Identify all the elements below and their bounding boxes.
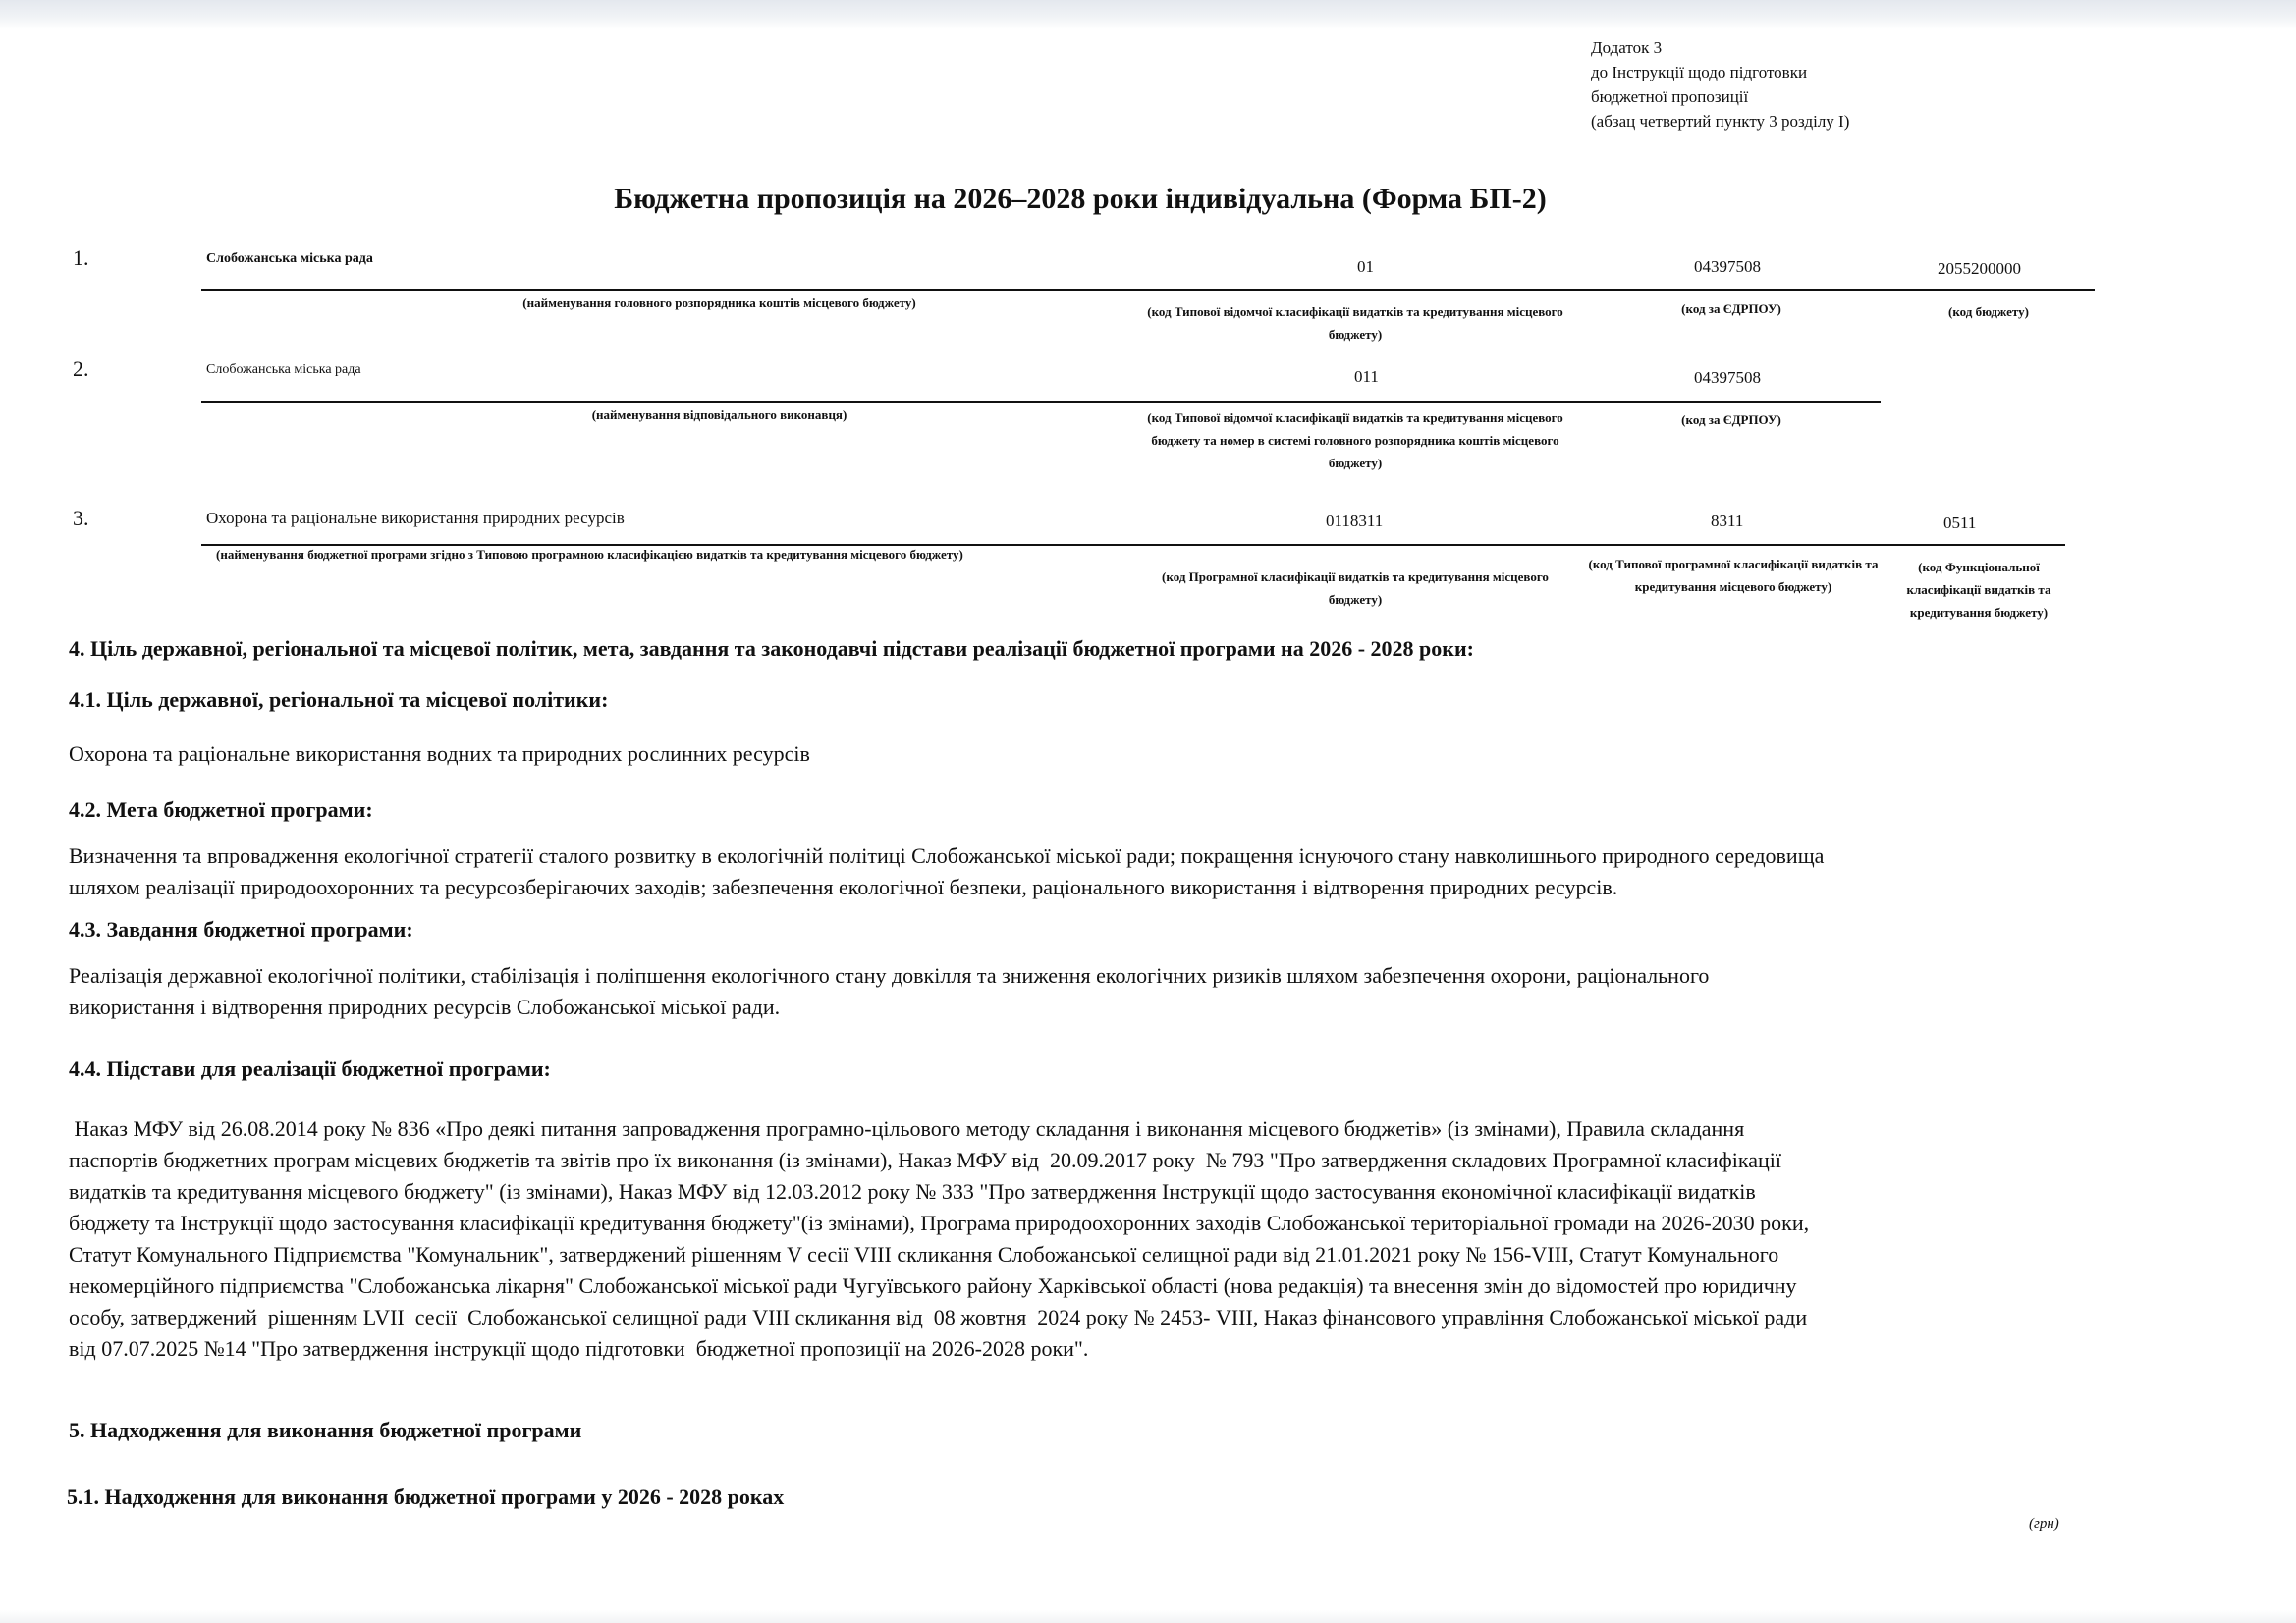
text-line: від 07.07.2025 №14 "Про затвердження інструкції щодо підготовки бюджетної пропозиції на 2026-2028 роки". bbox=[69, 1336, 1089, 1361]
section43-heading: 4.3. Завдання бюджетної програми: bbox=[69, 917, 413, 942]
text-line: Статут Комунального Підприємства "Комунальник", затверджений рішенням V сесії VIII скликання Слобожанської селищної ради від 21.01.2021 року № 156-VIII, Статут Комунального bbox=[69, 1242, 1779, 1267]
section41-heading: 4.1. Ціль державної, регіональної та місцевої політики: bbox=[69, 687, 609, 712]
text-line: використання і відтворення природних ресурсів Слобожанської міської ради. bbox=[69, 995, 781, 1019]
text-line: шляхом реалізації природоохоронних та ресурсозберігаючих заходів; забезпечення екологічної безпеки, раціонального використання і відтворення природних ресурсів. bbox=[69, 875, 1618, 899]
section44-heading: 4.4. Підстави для реалізації бюджетної програми: bbox=[69, 1056, 551, 1081]
text-line: Реалізація державної екологічної політики, стабілізація і поліпшення екологічного стану довкілля та зниження екологічних ризиків шляхом забезпечення охорони, раціонального bbox=[69, 963, 1710, 988]
row3-caption-pk: (код Програмної класифікації видатків та кредитування місцевого бюджету) bbox=[1162, 569, 1549, 607]
row1-budget-code: 2055200000 bbox=[1938, 259, 2021, 278]
section5-heading: 5. Надходження для виконання бюджетної програми bbox=[69, 1418, 582, 1442]
document-title: Бюджетна пропозиція на 2026–2028 роки індивідуальна (Форма БП-2) bbox=[614, 183, 1547, 215]
row1-underline bbox=[201, 289, 2095, 291]
row2-edrpou: 04397508 bbox=[1694, 368, 1761, 387]
text-line: бюджету та Інструкції щодо застосування класифікації кредитування бюджету"(із змінами), Програма природоохоронних заходів Слобожанської територіальної громади на 2026-2030 роки, bbox=[69, 1211, 1810, 1235]
text-line: некомерційного підприємства "Слобожанська лікарня" Слобожанської міської ради Чугуївського району Харківської області (нова редакція) та внесення змін до відомостей про юридичну bbox=[69, 1273, 1797, 1298]
row2-caption-vk: (код Типової відомчої класифікації видатків та кредитування місцевого бюджету та номер в системі головного розпорядника коштів місцевого бюджету) bbox=[1147, 410, 1563, 470]
section42-text bbox=[69, 840, 2131, 903]
row1-code-vk: 01 bbox=[1357, 257, 1374, 276]
text-line: Визначення та впровадження екологічної стратегії сталого розвитку в екологічній політиці Слобожанської міської ради; покращення існуючого стану навколишнього природного середовища bbox=[69, 843, 1825, 868]
row2-name: Слобожанська міська рада bbox=[206, 362, 361, 377]
section44-text bbox=[69, 1113, 2170, 1365]
text-line: Наказ МФУ від 26.08.2014 року № 836 «Про деякі питання запровадження програмно-цільового методу складання і виконання місцевого бюджетів» (із змінами), Правила складання bbox=[69, 1116, 1745, 1141]
row3-code-fk: 0511 bbox=[1943, 514, 1977, 532]
scan-bottom-shading bbox=[0, 1610, 2296, 1623]
addendum-line: бюджетної пропозиції bbox=[1591, 87, 1749, 106]
section43-text bbox=[69, 960, 2131, 1023]
text-line: особу, затверджений рішенням LVII сесії Слобожанської селищної ради VIII скликання від 08 жовтня 2024 року № 2453- VIII, Наказ фінансового управління Слобожанської міської ради bbox=[69, 1305, 1808, 1329]
section42-heading: 4.2. Мета бюджетної програми: bbox=[69, 797, 373, 822]
row1-caption-vk: (код Типової відомчої класифікації видатків та кредитування місцевого бюджету) bbox=[1147, 304, 1563, 342]
row3-code-tpk: 8311 bbox=[1711, 512, 1744, 530]
row3-number: 3. bbox=[73, 506, 89, 530]
row1-caption-edrpou: (код за ЄДРПОУ) bbox=[1681, 301, 1781, 316]
row3-caption-fk: (код Функціональної класифікації видатків та кредитування бюджету) bbox=[1906, 560, 2051, 620]
text-line: видатків та кредитування місцевого бюджету" (із змінами), Наказ МФУ від 12.03.2012 року № 333 "Про затвердження Інструкції щодо застосування економічної класифікації видатків bbox=[69, 1179, 1756, 1204]
addendum-line: до Інструкції щодо підготовки bbox=[1591, 63, 1808, 81]
addendum-line: Додаток 3 bbox=[1591, 38, 1663, 57]
scan-top-shading bbox=[0, 0, 2296, 29]
addendum-line: (абзац четвертий пункту 3 розділу І) bbox=[1591, 112, 1850, 131]
section4-heading: 4. Ціль державної, регіональної та місцевої політик, мета, завдання та законодавчі підстави реалізації бюджетної програми на 2026 - 2028 роки: bbox=[69, 636, 1474, 661]
row1-name: Слобожанська міська рада bbox=[206, 251, 373, 266]
row1-caption-name: (найменування головного розпорядника коштів місцевого бюджету) bbox=[522, 296, 916, 310]
row1-edrpou: 04397508 bbox=[1694, 257, 1761, 276]
row2-number: 2. bbox=[73, 356, 89, 381]
row1-number: 1. bbox=[73, 245, 89, 270]
text-line: паспортів бюджетних програм місцевих бюджетів та звітів про їх виконання (із змінами), Наказ МФУ від 20.09.2017 року № 793 "Про затвердження складових Програмної класифікації bbox=[69, 1148, 1781, 1172]
row2-caption-name: (найменування відповідального виконавця) bbox=[591, 407, 847, 422]
row2-code-vk: 011 bbox=[1354, 367, 1379, 386]
row3-caption-tpk: (код Типової програмної класифікації видатків та кредитування місцевого бюджету) bbox=[1588, 557, 1879, 594]
row1-caption-budget: (код бюджету) bbox=[1948, 304, 2029, 319]
addendum-block bbox=[1591, 35, 1849, 134]
section51-heading: 5.1. Надходження для виконання бюджетної програми у 2026 - 2028 роках bbox=[67, 1485, 785, 1509]
section41-text: Охорона та раціональне використання водних та природних рослинних ресурсів bbox=[69, 741, 810, 766]
row2-caption-edrpou: (код за ЄДРПОУ) bbox=[1681, 412, 1781, 427]
row3-caption-name: (найменування бюджетної програми згідно з Типовою програмною класифікацією видатків та кредитування місцевого бюджету) bbox=[216, 547, 963, 562]
unit-label: (грн) bbox=[2029, 1516, 2059, 1532]
row3-name: Охорона та раціональне використання природних ресурсів bbox=[206, 509, 625, 527]
row2-underline bbox=[201, 401, 1881, 403]
row3-code-pk: 0118311 bbox=[1326, 512, 1384, 530]
